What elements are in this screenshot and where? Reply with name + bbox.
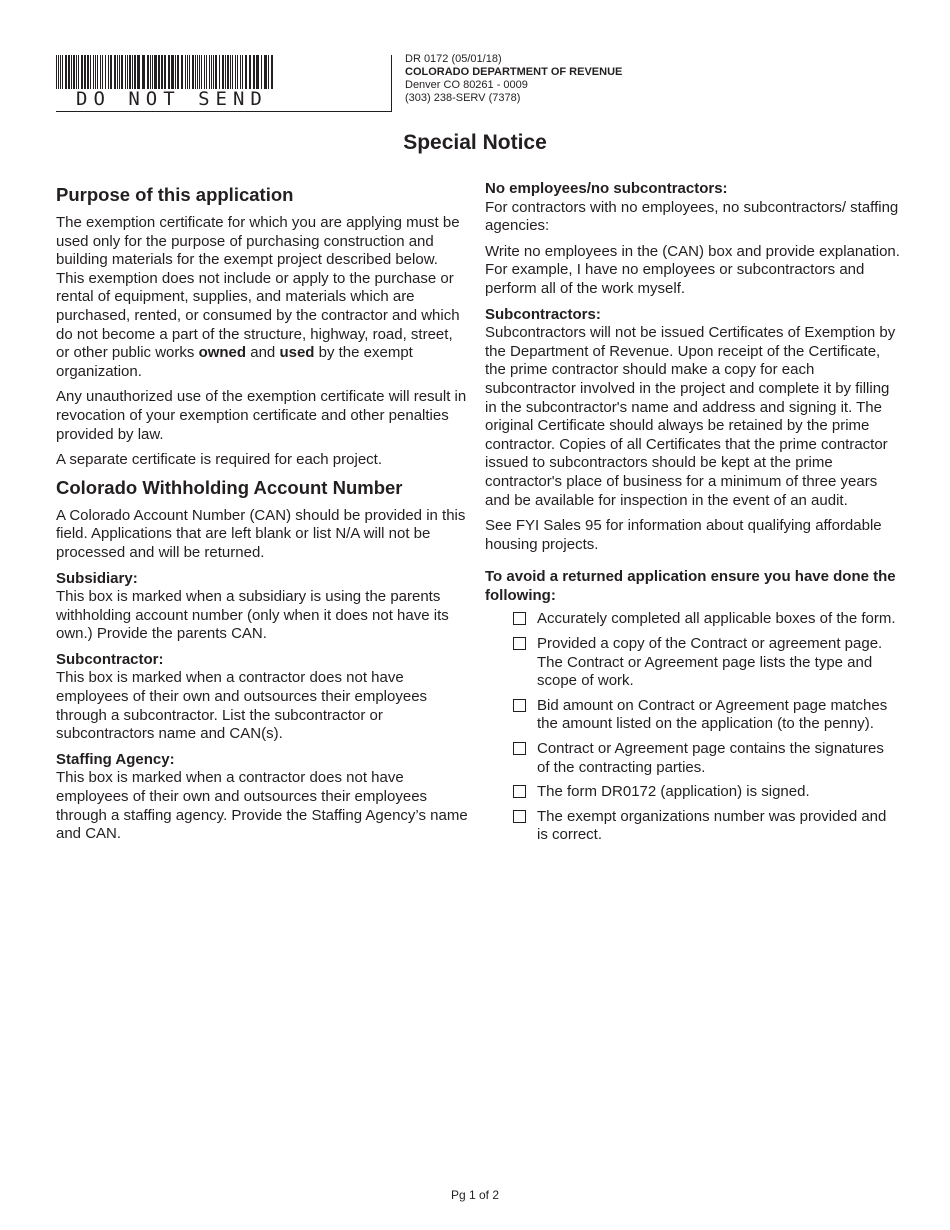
- barcode-bar: [84, 55, 86, 89]
- barcode-bar: [108, 55, 109, 89]
- barcode-bar: [150, 55, 151, 89]
- subcontractor-label: Subcontractor:: [56, 650, 164, 668]
- barcode-bar: [181, 55, 183, 89]
- barcode-bar: [158, 55, 160, 89]
- left-column: [56, 184, 468, 851]
- no-employees-text-2: Write no employees in the (CAN) box and provide explanation. For example, I have no employees or subcontractors and perform all of the work myself.: [485, 242, 900, 297]
- header-rule-horizontal: [56, 111, 391, 112]
- barcode-bar: [230, 55, 231, 89]
- barcode-bar: [242, 55, 243, 89]
- withholding-heading: Colorado Withholding Account Number: [56, 476, 403, 498]
- barcode-bar: [147, 55, 149, 89]
- barcode-bar: [117, 55, 118, 89]
- barcode-bar: [71, 55, 72, 89]
- barcode-bar: [185, 55, 186, 89]
- purpose-p1-owned: owned: [198, 344, 247, 362]
- barcode-bar: [253, 55, 255, 89]
- checkbox[interactable]: [513, 742, 526, 755]
- barcode-bar: [249, 55, 251, 89]
- checklist-item: [485, 740, 900, 777]
- purpose-paragraph-3: A separate certificate is required for each project.: [56, 451, 383, 469]
- barcode-bar: [215, 55, 217, 89]
- withholding-paragraph: A Colorado Account Number (CAN) should be provided in this field. Applications that are left blank or list N/A will not be processed and will be returned.: [56, 506, 466, 561]
- barcode-bar: [105, 55, 106, 89]
- purpose-heading: Purpose of this application: [56, 184, 294, 205]
- page-title: Special Notice: [403, 131, 547, 154]
- barcode-bar: [68, 55, 70, 89]
- barcode-bar: [81, 55, 83, 89]
- barcode-bar: [90, 55, 91, 89]
- checklist-item-text: Contract or Agreement page contains the signatures of the contracting parties.: [537, 740, 884, 776]
- barcode-bar: [65, 55, 67, 89]
- right-column: [485, 180, 900, 851]
- purpose-paragraph-2: Any unauthorized use of the exemption certificate will result in revocation of your exemption certificate and other penalties provided by law.: [56, 388, 467, 443]
- barcode-bar: [240, 55, 241, 89]
- barcode-bar: [256, 55, 259, 89]
- barcode-bar: [227, 55, 229, 89]
- barcode-bar: [206, 55, 207, 89]
- barcode-bar: [204, 55, 205, 89]
- barcode-bar: [219, 55, 220, 89]
- barcode-bar: [187, 55, 188, 89]
- checklist-item: [485, 808, 900, 845]
- staffing-agency-text: This box is marked when a contractor does not have employees of their own and outsources their employees through a staffing agency. Provide the Staffing Agency’s name and CAN.: [56, 769, 468, 843]
- barcode-bar: [201, 55, 202, 89]
- purpose-p1-text-b: and: [246, 344, 280, 362]
- subcontractors-label: Subcontractors:: [485, 305, 601, 323]
- barcode-bar: [232, 55, 233, 89]
- barcode-bar: [132, 55, 133, 89]
- barcode-bar: [78, 55, 79, 89]
- purpose-p1-text-a: The exemption certificate for which you are applying must be used only for the purpose of purchasing construction and building materials for the exempt project described below. This exemption does not include or apply to the purchase or rental of equipment, supplies, and materials which are purchased, rented, or consumed by the contractor and which do not become a part of the structure, highway, road, street, or other public works: [56, 214, 460, 362]
- barcode-bar: [134, 55, 136, 89]
- barcode-bar: [199, 55, 200, 89]
- barcode-bar: [268, 55, 269, 89]
- checklist-item-text: The form DR0172 (application) is signed.: [537, 783, 810, 801]
- barcode-bar: [102, 55, 103, 89]
- do-not-send-label: DO NOT SEND: [76, 88, 268, 110]
- barcode-bar: [189, 55, 190, 89]
- barcode-bar: [213, 55, 214, 89]
- barcode-bar: [225, 55, 226, 89]
- barcode-bar: [261, 55, 262, 89]
- barcode-bar: [142, 55, 145, 89]
- barcode-bar: [192, 55, 194, 89]
- barcode-bar: [209, 55, 210, 89]
- barcode-bar: [171, 55, 174, 89]
- checklist-item: [485, 697, 900, 734]
- no-employees-text: For contractors with no employees, no subcontractors/ staffing agencies:: [485, 198, 899, 235]
- barcode-bar: [168, 55, 170, 89]
- barcode-bar: [197, 55, 198, 89]
- fyi-text: See FYI Sales 95 for information about qualifying affordable housing projects.: [485, 517, 882, 553]
- barcode-bar: [56, 55, 57, 89]
- checklist-item-text: Bid amount on Contract or Agreement page matches the amount listed on the application (to the penny).: [537, 696, 888, 733]
- checklist-item-text: Accurately completed all applicable boxes of the form.: [537, 610, 896, 628]
- checklist-item: [485, 635, 900, 691]
- checkbox[interactable]: [513, 785, 526, 798]
- barcode-bar: [93, 55, 94, 89]
- subsidiary-label: Subsidiary:: [56, 569, 138, 587]
- barcode-bar: [164, 55, 166, 89]
- barcode-bar: [177, 55, 179, 89]
- purpose-paragraph-1: [56, 214, 468, 381]
- checklist-item-text: The exempt organizations number was provided and is correct.: [537, 807, 887, 844]
- checkbox[interactable]: [513, 810, 526, 823]
- barcode-bar: [87, 55, 89, 89]
- barcode-bar: [237, 55, 238, 89]
- barcode-bar: [121, 55, 123, 89]
- barcode-bar: [152, 55, 153, 89]
- barcode: [56, 55, 276, 89]
- checklist-item-text: Provided a copy of the Contract or agreement page. The Contract or Agreement page lists the type and scope of work.: [537, 635, 883, 690]
- purpose-p1-text-c: by the exempt organization.: [56, 344, 413, 380]
- barcode-bar: [264, 55, 267, 89]
- barcode-bar: [97, 55, 98, 89]
- barcode-bar: [58, 55, 59, 89]
- barcode-bar: [211, 55, 212, 89]
- subcontractors-text: Subcontractors will not be issued Certificates of Exemption by the Department of Revenue. Upon receipt of the Certificate, the prime contractor should make a copy for each subcontractor involved in the project and complete it by filling in the subcontractor's name and address and signing it. The original Certificate should always be retained by the prime contractor. Copies of all Certificates that the prime contractor issued to subcontractors should be kept at the prime contractor's place of business for a minimum of three years and be available for inspection in the event of an audit.: [485, 324, 896, 509]
- agency-block: [405, 53, 622, 105]
- barcode-bar: [154, 55, 157, 89]
- barcode-bar: [245, 55, 247, 89]
- barcode-bar: [195, 55, 196, 89]
- barcode-bar: [127, 55, 128, 89]
- checkbox[interactable]: [513, 612, 526, 625]
- checklist-item: [485, 783, 900, 802]
- checklist: [485, 610, 900, 845]
- barcode-bar: [161, 55, 163, 89]
- barcode-bar: [76, 55, 77, 89]
- agency-address: Denver CO 80261 - 0009: [405, 79, 528, 91]
- barcode-bar: [100, 55, 101, 89]
- no-employees-label: No employees/no subcontractors:: [485, 180, 728, 197]
- checklist-item: [485, 610, 900, 629]
- staffing-agency-label: Staffing Agency:: [56, 750, 175, 768]
- barcode-bar: [271, 55, 273, 89]
- agency-phone: (303) 238-SERV (7378): [405, 92, 521, 104]
- checkbox[interactable]: [513, 699, 526, 712]
- barcode-bar: [119, 55, 120, 89]
- barcode-bar: [129, 55, 131, 89]
- page-number: Pg 1 of 2: [450, 1188, 500, 1202]
- header-rule-vertical: [391, 55, 392, 112]
- purpose-p1-used: used: [279, 344, 315, 362]
- form-id: DR 0172 (05/01/18): [405, 53, 502, 65]
- barcode-bar: [62, 55, 63, 89]
- barcode-bar: [235, 55, 236, 89]
- barcode-bar: [125, 55, 126, 89]
- subsidiary-text: This box is marked when a subsidiary is using the parents withholding account number (only when it does not have its own.) Provide the parents CAN.: [56, 588, 449, 643]
- barcode-bar: [137, 55, 140, 89]
- barcode-bar: [73, 55, 75, 89]
- checklist-heading: To avoid a returned application ensure you have done the following:: [485, 568, 896, 604]
- barcode-bar: [175, 55, 176, 89]
- barcode-bar: [95, 55, 96, 89]
- checkbox[interactable]: [513, 637, 526, 650]
- barcode-bar: [110, 55, 112, 89]
- barcode-bar: [114, 55, 116, 89]
- agency-name: COLORADO DEPARTMENT OF REVENUE: [405, 66, 623, 78]
- subcontractor-text: This box is marked when a contractor does not have employees of their own and outsources their employees through a subcontractor. List the subcontractor or subcontractors name and CAN(s).: [56, 669, 428, 743]
- barcode-bar: [222, 55, 224, 89]
- barcode-bar: [60, 55, 61, 89]
